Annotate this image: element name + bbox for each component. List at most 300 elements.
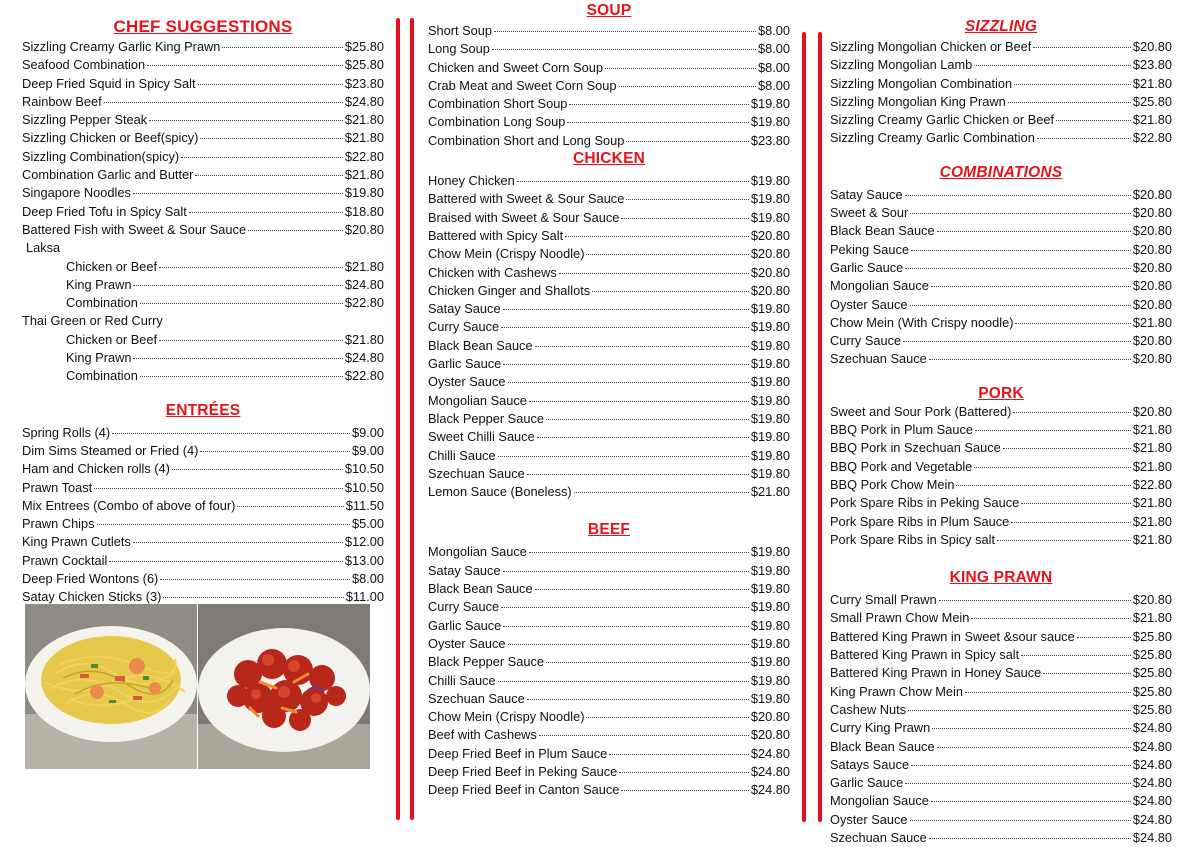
leader-dots — [908, 700, 1131, 711]
honey-chicken-image — [198, 604, 370, 769]
menu-item-name: Prawn Chips — [22, 516, 95, 532]
menu-item — [428, 337, 790, 355]
leader-dots — [539, 725, 749, 736]
menu-item — [22, 533, 384, 551]
menu-item-price: $19.80 — [750, 447, 790, 463]
section-heading-entrees: ENTRÉES — [165, 401, 241, 419]
menu-item-price: $21.80 — [1132, 314, 1172, 330]
menu-item-price: $25.80 — [1132, 628, 1172, 644]
menu-item-name: Curry Small Prawn — [830, 592, 937, 608]
menu-item-name: Deep Fried Beef in Canton Sauce — [428, 782, 620, 798]
menu-item — [830, 531, 1172, 549]
menu-item-name: Chicken Ginger and Shallots — [428, 282, 591, 298]
laksa-label: Laksa — [26, 240, 61, 256]
menu-item-price: $19.80 — [750, 672, 790, 688]
menu-item-name: Sweet Chilli Sauce — [428, 429, 535, 445]
menu-item-name: BBQ Pork in Szechuan Sauce — [830, 440, 1001, 456]
menu-item-price: $22.80 — [1132, 476, 1172, 492]
laksa-list — [22, 258, 384, 313]
menu-item-price: $20.80 — [1132, 186, 1172, 202]
menu-item — [830, 186, 1172, 204]
menu-item — [22, 367, 384, 385]
menu-item-name: Sizzling Creamy Garlic Chicken or Beef — [830, 112, 1055, 128]
menu-item-name: Prawn Toast — [22, 479, 93, 495]
menu-item — [830, 332, 1172, 350]
menu-item-name: Pork Spare Ribs in Spicy salt — [830, 531, 996, 547]
leader-dots — [163, 587, 343, 598]
menu-item-price: $10.50 — [344, 461, 384, 477]
leader-dots — [112, 423, 350, 434]
menu-item — [428, 598, 790, 616]
leader-dots — [586, 707, 748, 718]
leader-dots — [905, 258, 1131, 269]
menu-item — [830, 628, 1172, 646]
divider-left-b — [410, 18, 414, 820]
menu-item-name: BBQ Pork Chow Mein — [830, 476, 955, 492]
menu-item — [428, 40, 790, 58]
menu-item — [22, 294, 384, 312]
leader-dots — [546, 409, 749, 420]
menu-item — [830, 646, 1172, 664]
leader-dots — [619, 762, 749, 773]
menu-item — [428, 22, 790, 40]
menu-item-name: Battered King Prawn in Honey Sauce — [830, 665, 1042, 681]
leader-dots — [974, 55, 1131, 66]
leader-dots — [932, 718, 1131, 729]
menu-item-price: $19.80 — [750, 617, 790, 633]
leader-dots — [1014, 74, 1131, 85]
menu-item-name: Braised with Sweet & Sour Sauce — [428, 209, 620, 225]
menu-item-name: BBQ Pork and Vegetable — [830, 458, 973, 474]
menu-item — [830, 277, 1172, 295]
menu-item-price: $19.80 — [750, 96, 790, 112]
leader-dots — [503, 299, 749, 310]
menu-item — [428, 373, 790, 391]
menu-item-name: Combination Short and Long Soup — [428, 132, 625, 148]
menu-item-price: $19.80 — [750, 301, 790, 317]
menu-item — [22, 460, 384, 478]
soup-list — [428, 22, 790, 150]
leader-dots — [569, 94, 748, 105]
combinations-list — [830, 186, 1172, 369]
menu-item-price: $24.80 — [750, 763, 790, 779]
menu-item — [428, 708, 790, 726]
section-heading-pork: PORK — [978, 384, 1024, 402]
menu-item — [22, 148, 384, 166]
menu-item — [830, 204, 1172, 222]
leader-dots — [195, 165, 342, 176]
leader-dots — [974, 457, 1131, 468]
leader-dots — [140, 293, 343, 304]
menu-item-name: Pork Spare Ribs in Plum Sauce — [830, 513, 1010, 529]
menu-item-name: Black Bean Sauce — [830, 738, 935, 754]
leader-dots — [94, 478, 343, 489]
leader-dots — [592, 281, 749, 292]
menu-item-price: $19.80 — [750, 374, 790, 390]
leader-dots — [931, 276, 1131, 287]
menu-item — [22, 56, 384, 74]
leader-dots — [494, 21, 756, 32]
menu-item-price: $22.80 — [344, 368, 384, 384]
menu-item-price: $19.80 — [750, 635, 790, 651]
menu-item — [22, 552, 384, 570]
leader-dots — [133, 183, 343, 194]
menu-item-price: $19.80 — [750, 562, 790, 578]
menu-item — [428, 59, 790, 77]
menu-item-name: Chicken and Sweet Corn Soup — [428, 59, 603, 75]
leader-dots — [200, 128, 342, 139]
chef-list — [22, 38, 384, 239]
menu-item — [428, 580, 790, 598]
menu-item-price: $20.80 — [1132, 296, 1172, 312]
menu-item-name: Prawn Cocktail — [22, 552, 108, 568]
leader-dots — [508, 372, 749, 383]
menu-item-name: Sweet and Sour Pork (Battered) — [830, 403, 1012, 419]
menu-item-name: Chicken or Beef — [66, 331, 158, 347]
menu-item-name: Deep Fried Tofu in Spicy Salt — [22, 203, 187, 219]
menu-item-name: Combination — [66, 295, 138, 311]
menu-item-price: $21.80 — [344, 331, 384, 347]
menu-item — [428, 447, 790, 465]
leader-dots — [1013, 402, 1130, 413]
leader-dots — [910, 203, 1131, 214]
leader-dots — [133, 275, 342, 286]
menu-item-price: $19.80 — [750, 690, 790, 706]
leader-dots — [605, 58, 756, 69]
leader-dots — [1015, 313, 1130, 324]
beef-list — [428, 543, 790, 799]
leader-dots — [910, 810, 1131, 821]
menu-item-price: $24.80 — [1132, 738, 1172, 754]
menu-item — [428, 763, 790, 781]
menu-item — [830, 738, 1172, 756]
menu-item — [428, 190, 790, 208]
menu-item — [428, 227, 790, 245]
king-prawn-list — [830, 591, 1172, 847]
leader-dots — [508, 634, 749, 645]
menu-item — [428, 172, 790, 190]
menu-item-price: $24.80 — [1132, 756, 1172, 772]
section-heading-combinations: COMBINATIONS — [939, 163, 1063, 181]
menu-item-price: $20.80 — [1132, 333, 1172, 349]
leader-dots — [517, 171, 749, 182]
leader-dots — [133, 348, 342, 359]
menu-item-price: $8.00 — [757, 59, 790, 75]
leader-dots — [621, 780, 748, 791]
menu-item — [428, 617, 790, 635]
menu-item — [830, 701, 1172, 719]
menu-item — [830, 458, 1172, 476]
menu-item-name: Satay Chicken Sticks (3) — [22, 589, 162, 605]
menu-item — [830, 241, 1172, 259]
menu-item-price: $25.80 — [344, 57, 384, 73]
divider-right-b — [818, 32, 822, 822]
menu-item-price: $24.80 — [1132, 829, 1172, 845]
menu-item-name: Black Pepper Sauce — [428, 410, 544, 426]
menu-item-price: $5.00 — [351, 516, 384, 532]
leader-dots — [109, 551, 343, 562]
leader-dots — [911, 755, 1131, 766]
leader-dots — [1043, 663, 1131, 674]
menu-item — [428, 264, 790, 282]
leader-dots — [929, 828, 1131, 839]
leader-dots — [237, 496, 343, 507]
menu-item-name: Chow Mein (With Crispy noodle) — [830, 314, 1014, 330]
menu-item-name: Combination — [66, 368, 138, 384]
menu-item-name: Chilli Sauce — [428, 447, 496, 463]
menu-item-name: Black Bean Sauce — [428, 337, 533, 353]
menu-item-price: $21.80 — [1132, 75, 1172, 91]
menu-item-price: $20.80 — [1132, 205, 1172, 221]
menu-item — [830, 811, 1172, 829]
menu-item-name: Cashew Nuts — [830, 701, 907, 717]
menu-item — [830, 93, 1172, 111]
menu-item-name: Deep Fried Squid in Spicy Salt — [22, 75, 196, 91]
column-middle — [428, 0, 790, 800]
menu-item-price: $8.00 — [757, 77, 790, 93]
menu-item-price: $24.80 — [1132, 775, 1172, 791]
menu-item-name: Mongolian Sauce — [830, 278, 929, 294]
section-heading-beef: BEEF — [587, 521, 631, 539]
menu-item-name: Crab Meat and Sweet Corn Soup — [428, 77, 617, 93]
menu-item-name: Deep Fried Wontons (6) — [22, 571, 159, 587]
section-heading-chef: CHEF SUGGESTIONS — [113, 17, 293, 36]
menu-item-price: $9.00 — [351, 442, 384, 458]
menu-item — [428, 465, 790, 483]
leader-dots — [905, 185, 1131, 196]
leader-dots — [149, 110, 343, 121]
menu-item-price: $25.80 — [1132, 647, 1172, 663]
menu-item-name: Satay Sauce — [428, 301, 501, 317]
menu-item — [428, 543, 790, 561]
menu-item-price: $21.80 — [750, 484, 790, 500]
menu-item-name: Oyster Sauce — [428, 635, 506, 651]
menu-item-price: $25.80 — [1132, 701, 1172, 717]
menu-item — [428, 95, 790, 113]
menu-item — [830, 494, 1172, 512]
menu-item-price: $20.80 — [1132, 259, 1172, 275]
menu-item-price: $23.80 — [750, 132, 790, 148]
leader-dots — [567, 112, 749, 123]
menu-item-price: $19.80 — [750, 209, 790, 225]
menu-item-name: Chilli Sauce — [428, 672, 496, 688]
sizzling-list — [830, 38, 1172, 148]
leader-dots — [198, 74, 343, 85]
leader-dots — [937, 221, 1131, 232]
leader-dots — [1037, 128, 1131, 139]
leader-dots — [498, 671, 749, 682]
leader-dots — [619, 76, 756, 87]
menu-item-name: Deep Fried Beef in Peking Sauce — [428, 763, 618, 779]
menu-item-price: $21.80 — [1132, 458, 1172, 474]
leader-dots — [160, 569, 350, 580]
menu-item-name: Lemon Sauce (Boneless) — [428, 484, 572, 500]
menu-item-price: $19.80 — [750, 356, 790, 372]
leader-dots — [546, 652, 749, 663]
menu-item-price: $19.80 — [750, 191, 790, 207]
menu-item-name: Ham and Chicken rolls (4) — [22, 461, 170, 477]
leader-dots — [104, 92, 343, 103]
menu-item — [428, 745, 790, 763]
menu-item-name: Mongolian Sauce — [428, 392, 527, 408]
section-heading-soup: SOUP — [586, 2, 632, 19]
divider-left-a — [396, 18, 400, 820]
menu-item-price: $21.80 — [344, 112, 384, 128]
leader-dots — [971, 608, 1130, 619]
leader-dots — [565, 226, 749, 237]
menu-item-name: Oyster Sauce — [428, 374, 506, 390]
menu-item — [22, 570, 384, 588]
leader-dots — [903, 331, 1131, 342]
menu-item-price: $21.80 — [1132, 440, 1172, 456]
honey-chicken-photo — [198, 604, 370, 769]
leader-dots — [1008, 92, 1131, 103]
menu-item — [830, 421, 1172, 439]
menu-item-name: Garlic Sauce — [830, 259, 904, 275]
menu-item-price: $24.80 — [344, 276, 384, 292]
menu-item-name: Satay Sauce — [428, 562, 501, 578]
menu-item-price: $24.80 — [1132, 720, 1172, 736]
menu-item-price: $21.80 — [1132, 495, 1172, 511]
menu-item — [428, 113, 790, 131]
menu-item — [22, 38, 384, 56]
menu-item-price: $8.00 — [757, 23, 790, 38]
menu-item-price: $25.80 — [1132, 93, 1172, 109]
leader-dots — [956, 475, 1130, 486]
menu-item — [830, 719, 1172, 737]
leader-dots — [200, 441, 350, 452]
menu-item-name: Sizzling Mongolian Chicken or Beef — [830, 39, 1032, 54]
menu-item-name: King Prawn — [66, 350, 132, 366]
menu-item-price: $8.00 — [351, 571, 384, 587]
menu-item — [428, 355, 790, 373]
leader-dots — [159, 257, 343, 268]
column-right — [830, 0, 1172, 847]
menu-item-price: $21.80 — [1132, 513, 1172, 529]
menu-item-name: Sizzling Mongolian Lamb — [830, 57, 973, 73]
menu-item-price: $19.80 — [750, 337, 790, 353]
menu-item — [830, 476, 1172, 494]
menu-item-name: Beef with Cashews — [428, 727, 537, 743]
menu-item-price: $20.80 — [750, 282, 790, 298]
menu-item — [428, 77, 790, 95]
section-heading-sizzling: SIZZLING — [964, 18, 1038, 35]
menu-item-name: Garlic Sauce — [830, 775, 904, 791]
menu-item — [830, 683, 1172, 701]
leader-dots — [527, 689, 749, 700]
menu-item-price: $20.80 — [750, 709, 790, 725]
menu-item-name: Garlic Sauce — [428, 356, 502, 372]
leader-dots — [559, 263, 749, 274]
leader-dots — [905, 773, 1131, 784]
menu-item — [428, 483, 790, 501]
menu-item-name: Honey Chicken — [428, 173, 515, 189]
menu-item-name: Curry Sauce — [428, 319, 500, 335]
leader-dots — [222, 37, 342, 48]
menu-item-name: Szechuan Sauce — [428, 465, 525, 481]
singapore-noodles-image — [25, 604, 197, 769]
leader-dots — [1003, 438, 1131, 449]
menu-item — [830, 403, 1172, 421]
menu-item — [428, 392, 790, 410]
menu-item-name: Battered Fish with Sweet & Sour Sauce — [22, 221, 247, 237]
menu-item — [22, 93, 384, 111]
menu-item — [22, 424, 384, 442]
menu-item-name: Chow Mein (Crispy Noodle) — [428, 246, 585, 262]
menu-item-price: $11.50 — [345, 497, 384, 513]
menu-item — [22, 129, 384, 147]
menu-item-price: $20.80 — [750, 264, 790, 280]
menu-item-name: Rainbow Beef — [22, 93, 102, 109]
menu-item — [22, 184, 384, 202]
menu-item — [830, 111, 1172, 129]
menu-item — [22, 331, 384, 349]
menu-item-name: Sweet & Sour — [830, 205, 909, 221]
menu-item-price: $20.80 — [750, 727, 790, 743]
menu-item-price: $24.80 — [1132, 793, 1172, 809]
menu-item — [428, 245, 790, 263]
leader-dots — [609, 744, 749, 755]
menu-item — [830, 664, 1172, 682]
leader-dots — [97, 514, 350, 525]
leader-dots — [586, 244, 748, 255]
menu-item-price: $24.80 — [750, 745, 790, 761]
menu-item — [830, 296, 1172, 314]
menu-item-name: King Prawn — [66, 276, 132, 292]
menu-item — [22, 221, 384, 239]
leader-dots — [527, 464, 749, 475]
menu-item-price: $20.80 — [1132, 223, 1172, 239]
menu-item-price: $20.80 — [1132, 351, 1172, 367]
menu-item — [830, 314, 1172, 332]
menu-item-price: $20.80 — [750, 246, 790, 262]
menu-item-price: $19.80 — [750, 544, 790, 560]
leader-dots — [501, 317, 749, 328]
menu-item-name: Battered King Prawn in Spicy salt — [830, 647, 1020, 663]
pork-list — [830, 403, 1172, 549]
menu-item-price: $19.80 — [750, 319, 790, 335]
menu-item-price: $19.80 — [750, 654, 790, 670]
menu-item-price: $19.80 — [750, 465, 790, 481]
menu-item — [428, 428, 790, 446]
leader-dots — [181, 147, 343, 158]
leader-dots — [140, 366, 343, 377]
menu-item-name: King Prawn Chow Mein — [830, 683, 964, 699]
leader-dots — [626, 131, 749, 142]
leader-dots — [133, 532, 343, 543]
menu-item-price: $22.80 — [344, 295, 384, 311]
leader-dots — [492, 39, 756, 50]
leader-dots — [503, 354, 749, 365]
menu-item-name: Combination Short Soup — [428, 96, 568, 112]
menu-item-price: $20.80 — [1132, 278, 1172, 294]
menu-item-price: $19.80 — [750, 114, 790, 130]
menu-item — [22, 515, 384, 533]
leader-dots — [248, 220, 343, 231]
leader-dots — [1011, 512, 1131, 523]
menu-item — [830, 129, 1172, 147]
menu-item-name: Seafood Combination — [22, 57, 146, 73]
menu-item — [830, 439, 1172, 457]
menu-item-price: $21.80 — [1132, 112, 1172, 128]
menu-item-name: Black Bean Sauce — [830, 223, 935, 239]
menu-item — [830, 513, 1172, 531]
leader-dots — [1033, 37, 1131, 48]
leader-dots — [159, 330, 343, 341]
menu-item — [830, 75, 1172, 93]
menu-item — [830, 350, 1172, 368]
menu-item-name: Chicken with Cashews — [428, 264, 557, 280]
